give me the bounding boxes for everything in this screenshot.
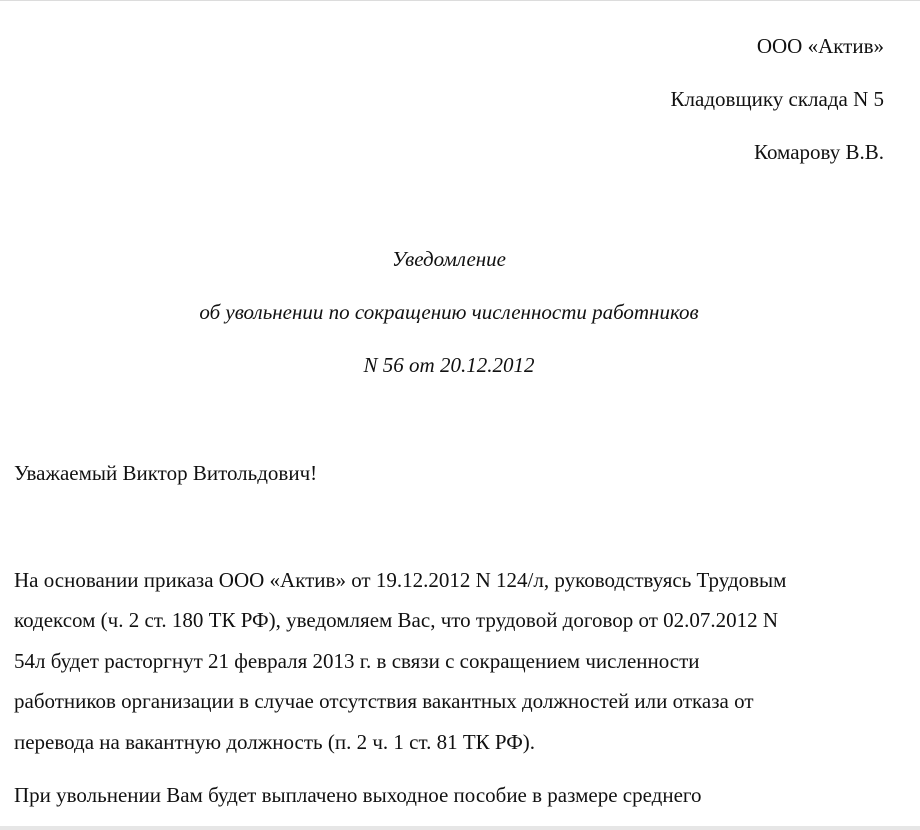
paragraph-line: На основании приказа ООО «Актив» от 19.12.2012 N 124/л, руководствуясь Трудовым [14,568,787,592]
paragraph-line: кодексом (ч. 2 ст. 180 ТК РФ), уведомляем Вас, что трудовой договор от 02.07.2012 N [14,608,779,632]
header-recipient: Комарову В.В. [754,140,884,164]
paragraph-line: При увольнении Вам будет выплачено выходное пособие в размере среднего [14,783,702,807]
notice-subject: об увольнении по сокращению численности работников [199,300,699,324]
header-company: ООО «Актив» [756,34,884,58]
notice-title: Уведомление [391,247,507,271]
paragraph-line: перевода на вакантную должность (п. 2 ч. 1 ст. 81 ТК РФ). [14,730,536,754]
salutation: Уважаемый Виктор Витольдович! [14,461,318,485]
notice-number-date: N 56 от 20.12.2012 [363,353,535,377]
paragraph-line: работников организации в случае отсутствия вакантных должностей или отказа от [14,689,754,713]
header-position: Кладовщику склада N 5 [670,87,884,111]
paragraph-line: 54л будет расторгнут 21 февраля 2013 г. в связи с сокращением численности [14,649,700,673]
